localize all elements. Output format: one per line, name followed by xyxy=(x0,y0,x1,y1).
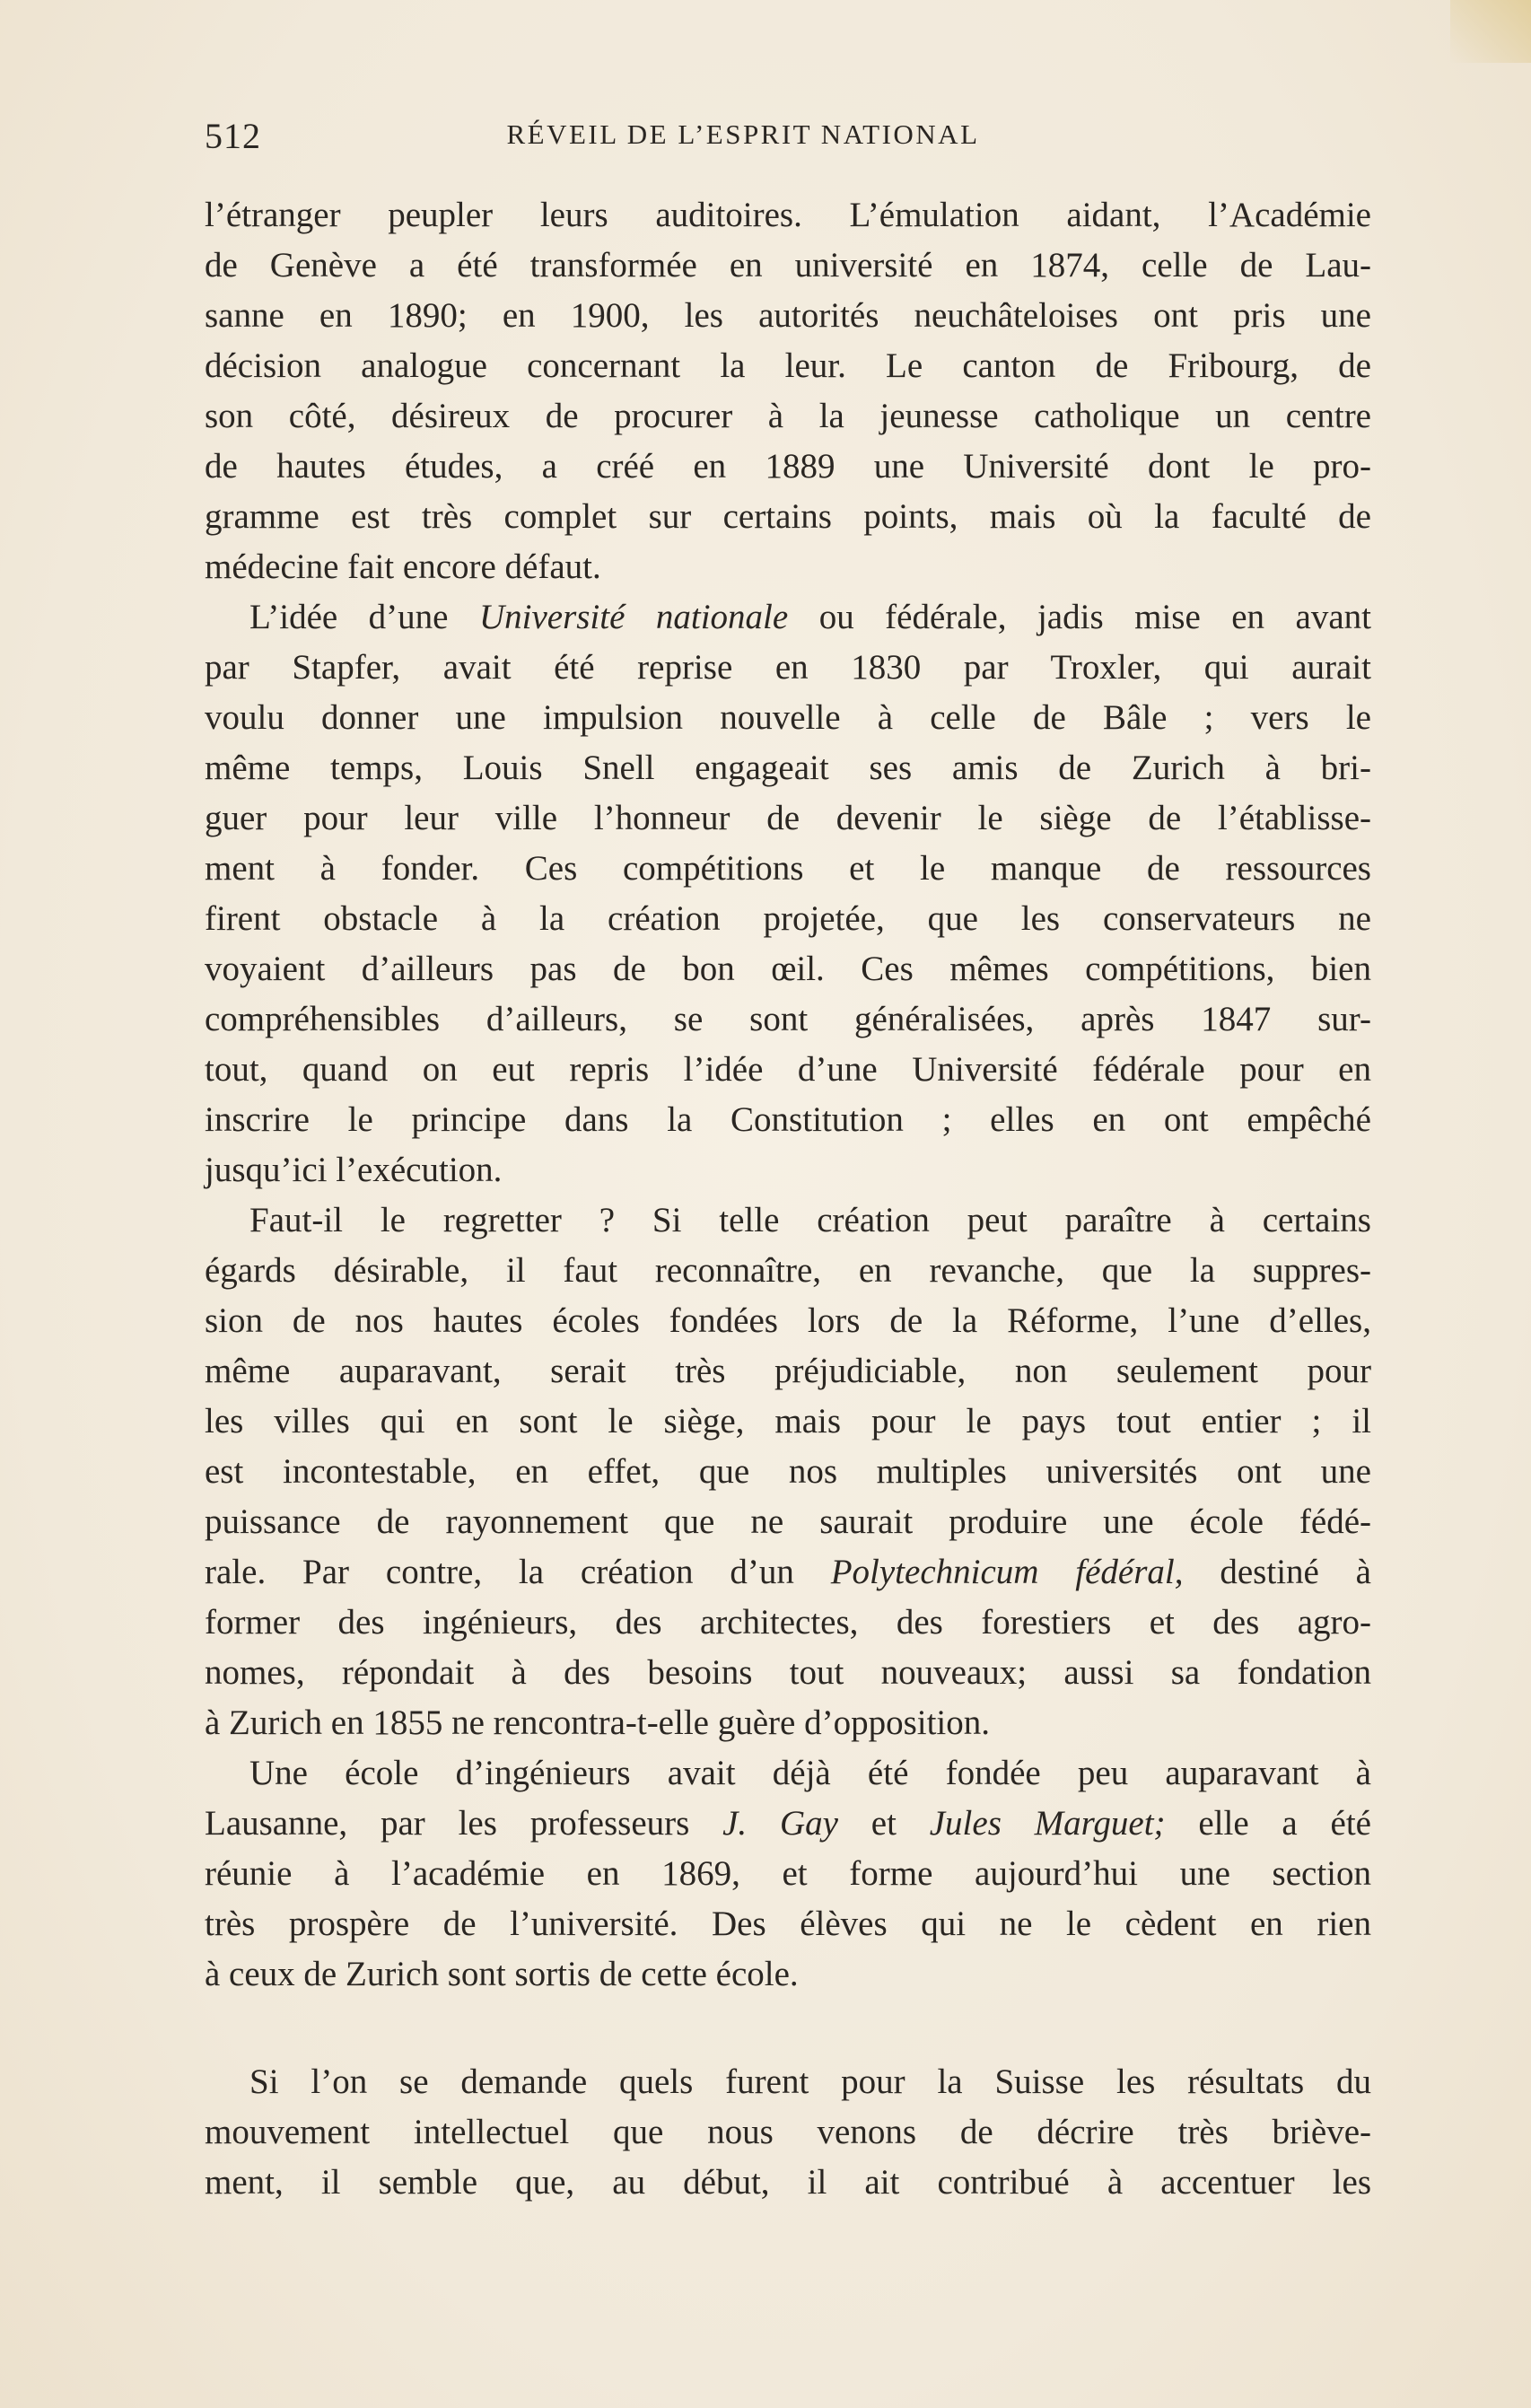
text-line: jusqu’ici l’exécution. xyxy=(205,1151,503,1189)
text-line: puissance de rayonnement que ne saurait produire une école fédé- xyxy=(205,1502,1371,1541)
paper-corner-shading xyxy=(1450,0,1531,63)
text-line: sion de nos hautes écoles fondées lors de la Réforme, l’une d’elles, xyxy=(205,1301,1371,1340)
text-line: mouvement intellectuel que nous venons de décrire très briève- xyxy=(205,2113,1371,2151)
running-title: RÉVEIL DE L’ESPRIT NATIONAL xyxy=(506,118,980,150)
text-line: inscrire le principe dans la Constitution ; elles en ont empêché xyxy=(205,1100,1371,1139)
section-gap xyxy=(205,2000,1371,2057)
text-line: ment à fonder. Ces compétitions et le manque de ressources xyxy=(205,849,1371,888)
text-line: rale. Par contre, la création d’un Polytechnicum fédéral, destiné à xyxy=(205,1553,1371,1591)
italic-name: Jules Marguet; xyxy=(929,1804,1166,1843)
paragraph xyxy=(205,592,1371,1195)
paragraph xyxy=(205,190,1371,592)
text-line: même auparavant, serait très préjudiciable, non seulement pour xyxy=(205,1352,1371,1390)
text-line: ment, il semble que, au début, il ait contribué à accentuer les xyxy=(205,2163,1371,2202)
text-line: former des ingénieurs, des architectes, des forestiers et des agro- xyxy=(205,1603,1371,1642)
text-line: de Genève a été transformée en université en 1874, celle de Lau- xyxy=(205,246,1371,285)
text-line: nomes, répondait à des besoins tout nouveaux; aussi sa fondation xyxy=(205,1653,1371,1692)
text-line: Si l’on se demande quels furent pour la Suisse les résultats du xyxy=(249,2062,1371,2101)
text-line: Une école d’ingénieurs avait déjà été fondée peu auparavant à xyxy=(249,1754,1371,1792)
text-line: son côté, désireux de procurer à la jeunesse catholique un centre xyxy=(205,397,1371,435)
text-line: L’idée d’une Université nationale ou fédérale, jadis mise en avant xyxy=(249,598,1371,636)
text-line: à ceux de Zurich sont sortis de cette école. xyxy=(205,1955,799,1993)
text-line: guer pour leur ville l’honneur de devenir le siège de l’établisse- xyxy=(205,799,1371,837)
paragraph xyxy=(205,2057,1371,2208)
paragraph xyxy=(205,1748,1371,2000)
italic-term: Université nationale xyxy=(478,598,789,636)
italic-term: Polytechnicum fédéral, xyxy=(830,1553,1184,1591)
text-line: très prospère de l’université. Des élèves qui ne le cèdent en rien xyxy=(205,1905,1371,1943)
text-line: même temps, Louis Snell engageait ses amis de Zurich à bri- xyxy=(205,749,1371,787)
body-text xyxy=(205,190,1371,2208)
text-line: gramme est très complet sur certains points, mais où la faculté de xyxy=(205,497,1371,536)
text-line: est incontestable, en effet, que nos multiples universités ont une xyxy=(205,1452,1371,1491)
text-line: médecine fait encore défaut. xyxy=(205,547,601,586)
text-line: décision analogue concernant la leur. Le canton de Fribourg, de xyxy=(205,346,1371,385)
text-line: sanne en 1890; en 1900, les autorités neuchâteloises ont pris une xyxy=(205,296,1371,335)
text-line: Faut-il le regretter ? Si telle création peut paraître à certains xyxy=(249,1201,1371,1239)
text-line: égards désirable, il faut reconnaître, en revanche, que la suppres- xyxy=(205,1251,1371,1290)
text-line: par Stapfer, avait été reprise en 1830 par Troxler, qui aurait xyxy=(205,648,1371,687)
text-line: firent obstacle à la création projetée, que les conservateurs ne xyxy=(205,899,1371,938)
page-header xyxy=(205,115,1371,160)
italic-name: J. Gay xyxy=(722,1804,838,1843)
text-line: réunie à l’académie en 1869, et forme aujourd’hui une section xyxy=(205,1854,1371,1893)
text-line: à Zurich en 1855 ne rencontra-t-elle guère d’opposition. xyxy=(205,1703,991,1742)
text-line: les villes qui en sont le siège, mais pour le pays tout entier ; il xyxy=(205,1402,1371,1440)
text-line: tout, quand on eut repris l’idée d’une Université fédérale pour en xyxy=(205,1050,1371,1089)
text-line: de hautes études, a créé en 1889 une Université dont le pro- xyxy=(205,447,1371,486)
text-line: voyaient d’ailleurs pas de bon œil. Ces mêmes compétitions, bien xyxy=(205,950,1371,988)
paragraph xyxy=(205,1195,1371,1748)
text-line: voulu donner une impulsion nouvelle à celle de Bâle ; vers le xyxy=(205,698,1371,737)
text-line: Lausanne, par les professeurs J. Gay et Jules Marguet; elle a été xyxy=(205,1804,1371,1843)
text-line: l’étranger peupler leurs auditoires. L’émulation aidant, l’Académie xyxy=(205,196,1371,234)
text-line: compréhensibles d’ailleurs, se sont généralisées, après 1847 sur- xyxy=(205,1000,1371,1038)
page-number: 512 xyxy=(205,116,261,156)
